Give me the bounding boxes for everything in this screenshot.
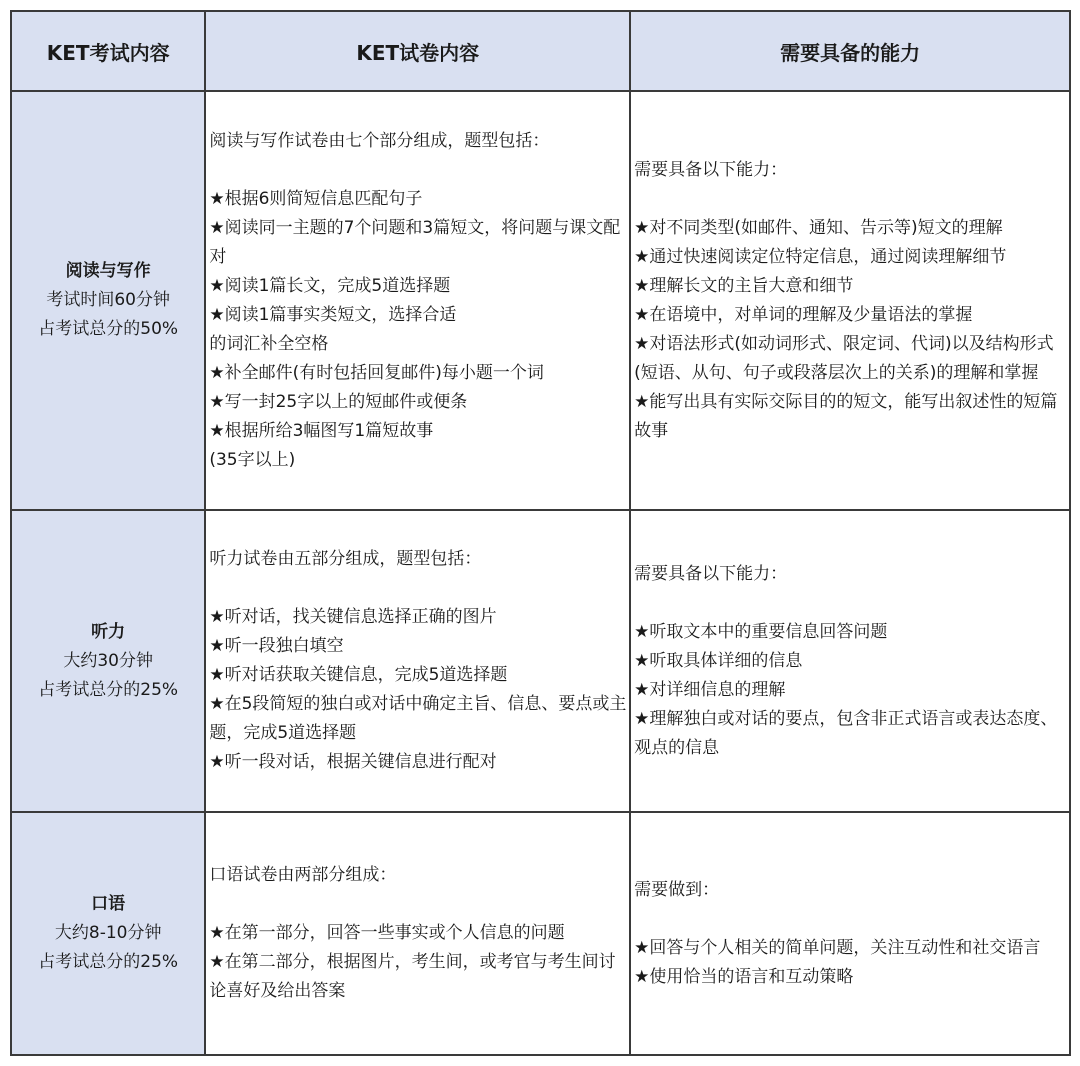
- skills-intro: 需要做到：: [634, 879, 720, 900]
- section-title: 听力: [91, 621, 126, 642]
- row-reading-writing: [11, 91, 1070, 510]
- list-item: ★听取具体详细的信息: [634, 650, 803, 671]
- list-item: ★在第一部分，回答一些事实或个人信息的问题: [209, 923, 565, 943]
- skills-intro: 需要具备以下能力：: [634, 563, 788, 584]
- list-item: ★理解长文的主旨大意和细节: [634, 275, 854, 296]
- list-item: ★听取文本中的重要信息回答问题: [634, 621, 888, 642]
- section-weight: 占考试总分的25%: [38, 679, 179, 700]
- section-duration: 考试时间60分钟: [46, 290, 170, 310]
- list-item: ★在5段简短的独白或对话中确定主旨、信息、要点或主题，完成5道选择题: [209, 694, 627, 743]
- list-item: ★阅读同一主题的7个问题和3篇短文，将问题与课文配对: [209, 217, 621, 267]
- paper-cell: [205, 812, 630, 1055]
- list-item: 的词汇补全空格: [209, 333, 329, 354]
- section-weight: 占考试总分的25%: [38, 952, 179, 972]
- section-title: 阅读与写作: [65, 261, 151, 281]
- ket-exam-table: [10, 10, 1071, 1056]
- list-item: ★听对话获取关键信息，完成5道选择题: [209, 665, 508, 685]
- list-item: ★对语法形式(如动词形式、限定词、代词)以及结构形式(短语、从句、句子或段落层次上的关系)的理解和掌握: [634, 333, 1054, 383]
- list-item: ★根据所给3幅图写1篇短故事: [209, 420, 434, 441]
- list-item: (35字以上): [209, 449, 296, 470]
- header-row: [11, 11, 1070, 91]
- list-item: ★通过快速阅读定位特定信息，通过阅读理解细节: [634, 246, 1007, 267]
- skills-intro: 需要具备以下能力：: [634, 159, 788, 180]
- list-item: ★在语境中，对单词的理解及少量语法的掌握: [634, 304, 973, 325]
- list-item: ★听对话，找关键信息选择正确的图片: [209, 607, 497, 627]
- list-item: ★根据6则简短信息匹配句子: [209, 188, 423, 209]
- paper-cell: [205, 510, 630, 812]
- paper-intro: 听力试卷由五部分组成，题型包括：: [209, 549, 482, 569]
- list-item: ★使用恰当的语言和互动策略: [634, 966, 854, 987]
- section-cell: [11, 812, 205, 1055]
- row-listening: [11, 510, 1070, 812]
- list-item: ★阅读1篇长文，完成5道选择题: [209, 275, 451, 296]
- section-duration: 大约8-10分钟: [54, 923, 162, 943]
- section-duration: 大约30分钟: [63, 650, 153, 671]
- paper-cell: [205, 91, 630, 510]
- list-item: ★能写出具有实际交际目的的短文，能写出叙述性的短篇故事: [634, 391, 1058, 441]
- skills-cell: [630, 91, 1070, 510]
- list-item: ★写一封25字以上的短邮件或便条: [209, 391, 468, 412]
- list-item: ★对不同类型(如邮件、通知、告示等)短文的理解: [634, 217, 1003, 238]
- list-item: ★对详细信息的理解: [634, 679, 786, 700]
- list-item: ★补全邮件(有时包括回复邮件)每小题一个词: [209, 362, 544, 383]
- list-item: ★回答与个人相关的简单问题，关注互动性和社交语言: [634, 937, 1041, 958]
- list-item: ★听一段对话，根据关键信息进行配对: [209, 752, 497, 772]
- paper-intro: 口语试卷由两部分组成：: [209, 865, 397, 885]
- paper-intro: 阅读与写作试卷由七个部分组成，题型包括：: [209, 130, 550, 151]
- row-speaking: [11, 812, 1070, 1055]
- header-exam-content: KET考试内容: [11, 11, 205, 91]
- header-required-skills: 需要具备的能力: [630, 11, 1070, 91]
- section-title: 口语: [91, 894, 126, 914]
- section-cell: [11, 91, 205, 510]
- header-paper-content: KET试卷内容: [205, 11, 630, 91]
- list-item: ★听一段独白填空: [209, 636, 344, 656]
- section-cell: [11, 510, 205, 812]
- list-item: ★理解独白或对话的要点，包含非正式语言或表达态度、观点的信息: [634, 708, 1058, 758]
- section-weight: 占考试总分的50%: [38, 319, 179, 339]
- skills-cell: [630, 510, 1070, 812]
- list-item: ★阅读1篇事实类短文，选择合适: [209, 304, 457, 325]
- skills-cell: [630, 812, 1070, 1055]
- list-item: ★在第二部分，根据图片，考生间，或考官与考生间讨论喜好及给出答案: [209, 952, 616, 1001]
